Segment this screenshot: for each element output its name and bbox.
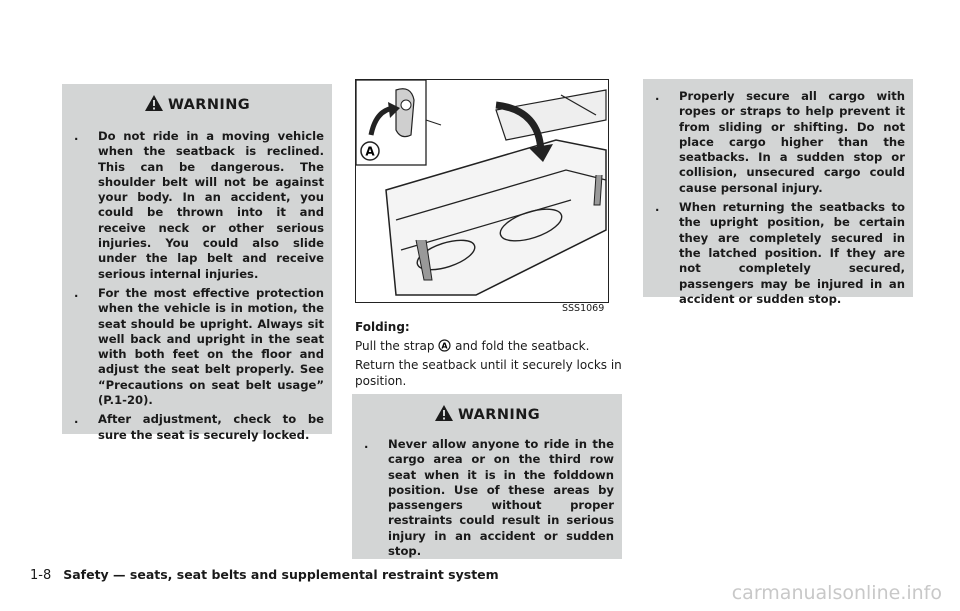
page-number: 1-8 — [30, 568, 52, 583]
warning-heading: WARNING — [360, 404, 614, 423]
warning-heading: WARNING — [70, 94, 324, 113]
warning-item: . For the most effective protection when the vehicle is in motion, the seat should be upright. Always sit well back and upright in the seat with both feet on the floor and adjust the seat belt properly. See “Precautions on seat belt usage” (P.1-20). — [74, 285, 324, 408]
watermark: carmanualsonline.info — [731, 582, 942, 604]
seat-fold-figure — [355, 79, 609, 303]
warning-box-right — [643, 79, 913, 306]
warning-item: . After adjustment, check to be sure the seat is securely locked. — [74, 412, 324, 442]
figure-code: SSS1069 — [562, 303, 605, 314]
warning-box-left — [62, 84, 332, 442]
folding-step-1: Pull the strap A and fold the seatback. — [355, 339, 590, 353]
warning-item: . Never allow anyone to ride in the cargo area or on the third row seat when it is in the folddown position. Use of these areas by passengers without proper restraints could result in serious injury in an accident or sudden stop. — [364, 437, 614, 559]
folding-heading: Folding: — [355, 320, 410, 334]
page-footer — [30, 567, 499, 583]
svg-text:A: A — [441, 341, 448, 351]
warning-triangle-icon — [434, 404, 454, 422]
section-title: Safety — seats, seat belts and supplemental restraint system — [63, 567, 499, 582]
callout-a-icon — [438, 339, 451, 352]
warning-item: . Do not ride in a moving vehicle when the seatback is reclined. This can be dangerous. The shoulder belt will not be against your body. In an accident, you could be thrown into it and receive neck or other serious injuries. You could also slide under the lap belt and receive serious internal injuries. — [74, 129, 324, 281]
seat-illustration — [356, 80, 608, 302]
warning-item: . When returning the seatbacks to the upright position, be certain they are completely secured in the latched position. If they are not completely secured, passengers may be injured in an accident or sudden stop. — [655, 200, 905, 306]
warning-box-middle — [352, 394, 622, 559]
warning-triangle-icon — [144, 94, 164, 112]
warning-item: . Properly secure all cargo with ropes or straps to help prevent it from sliding or shifting. Do not place cargo higher than the seatbacks. In a sudden stop or collision, unsecured cargo could cause personal injury. — [655, 89, 905, 195]
callout-label: A — [365, 144, 375, 159]
folding-step-2: Return the seatback until it securely locks in position. — [355, 358, 622, 388]
